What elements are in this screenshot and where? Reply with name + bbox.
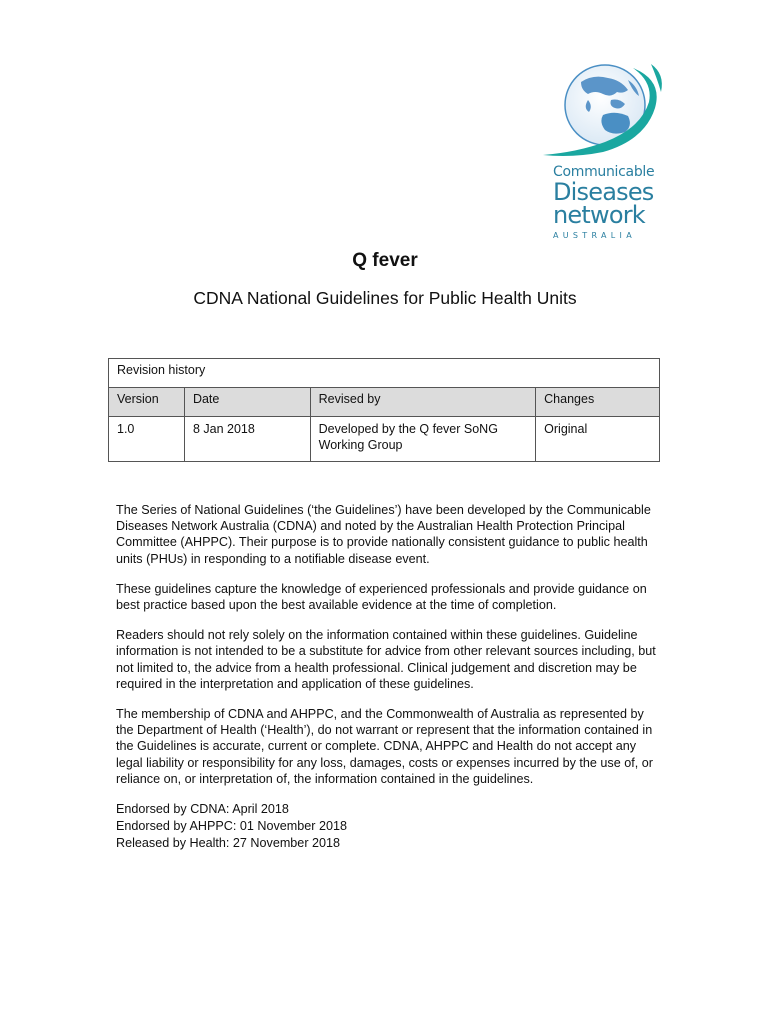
cell-changes: Original — [536, 417, 660, 462]
logo-line-network: network — [553, 201, 645, 229]
logo-line-australia: AUSTRALIA — [553, 231, 636, 240]
cell-version: 1.0 — [109, 417, 185, 462]
released-health: Released by Health: 27 November 2018 — [116, 836, 341, 851]
body-text — [116, 502, 661, 852]
logo-line-communicable: Communicable — [553, 164, 655, 180]
revision-history-table — [108, 358, 660, 462]
paragraph-disclaimer: The membership of CDNA and AHPPC, and the Commonwealth of Australia as represented by the Department of Health (‘Health’), do not warrant or represent that the information contained in the Guidelines is accurate, current or complete. CDNA, AHPPC and Health do not accept any legal liability or responsibility for any loss, damages, costs or expenses incurred by the use of, or reliance on, or interpretation of, the information contained in the guidelines. — [116, 707, 653, 786]
cdna-logo — [533, 60, 668, 240]
globe-icon — [533, 60, 668, 170]
paragraph-readers: Readers should not rely solely on the information contained within these guidelines. Guideline information is not intended to be a substitute for advice from other relevant sources including, but not limited to, the advice from a health professional. Clinical judgement and discretion may be required in the interpretation and application of these guidelines. — [116, 628, 656, 691]
paragraph-knowledge: These guidelines capture the knowledge of experienced professionals and provide guidance on best practice based upon the best available evidence at the time of completion. — [116, 581, 647, 613]
header-changes: Changes — [536, 388, 660, 417]
endorsed-ahppc: Endorsed by AHPPC: 01 November 2018 — [116, 819, 348, 834]
document-subtitle: CDNA National Guidelines for Public Health Units — [193, 288, 577, 308]
endorsements — [116, 801, 661, 852]
header-version: Version — [109, 388, 185, 417]
header-date: Date — [184, 388, 310, 417]
table-row — [109, 417, 660, 462]
logo-line-diseases: Diseases — [553, 178, 654, 206]
header-revised-by: Revised by — [310, 388, 536, 417]
revision-caption: Revision history — [109, 359, 660, 388]
endorsed-cdna: Endorsed by CDNA: April 2018 — [116, 802, 289, 817]
cell-date: 8 Jan 2018 — [184, 417, 310, 462]
paragraph-intro: The Series of National Guidelines (‘the Guidelines’) have been developed by the Communicable Diseases Network Australia (CDNA) and noted by the Australian Health Protection Principal Committee (AHPPC). Their purpose is to provide nationally consistent guidance to public health units (PHUs) in responding to a notifiable disease event. — [116, 503, 651, 566]
document-title: Q fever — [352, 250, 418, 271]
cell-revised-by: Developed by the Q fever SoNG Working Group — [310, 417, 536, 462]
